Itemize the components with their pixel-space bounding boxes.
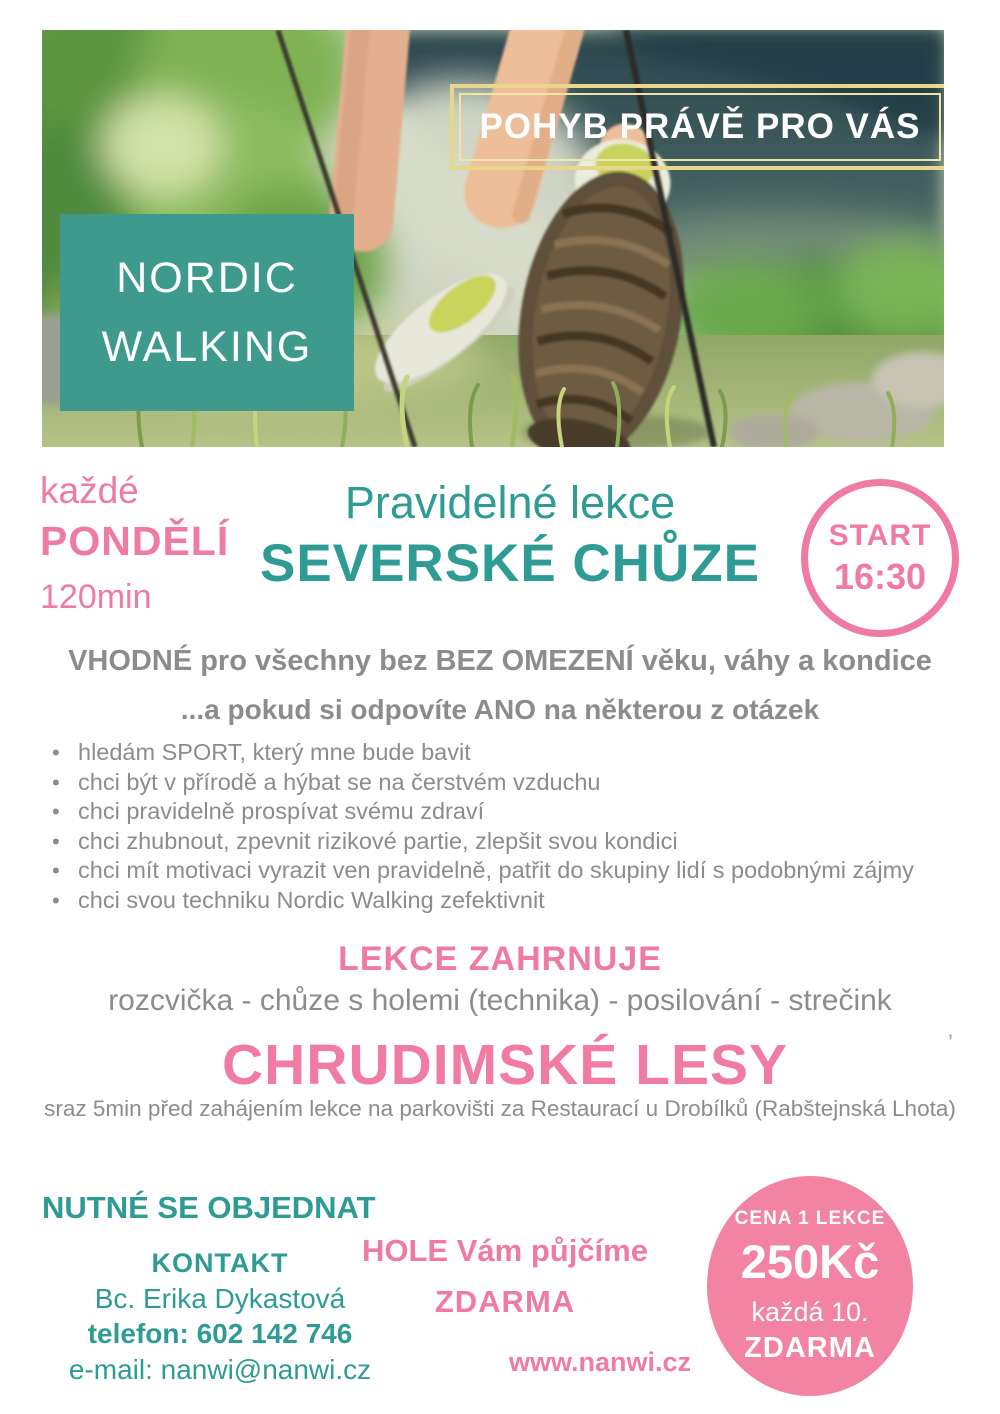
pole-rental-block: [320, 1235, 690, 1317]
rental-line1-strong: HOLE: [362, 1233, 449, 1268]
list-item: [52, 856, 982, 886]
list-item-text: chci pravidelně prospívat svému zdraví: [78, 798, 485, 824]
schedule-duration: 120min: [40, 578, 152, 616]
bullet-dot-icon: •: [52, 769, 60, 795]
hero-badge-text: POHYB PRÁVĚ PRO VÁS: [479, 107, 921, 146]
list-item: [52, 797, 982, 827]
list-item: [52, 886, 982, 916]
intro-line2: ...a pokud si odpovíte ANO na některou z otázek: [180, 694, 820, 725]
price-label: CENA 1 LEKCE: [734, 1208, 886, 1229]
list-item-text: hledám SPORT, který mne bude bavit: [78, 739, 471, 765]
rental-line1-rest: Vám půjčíme: [448, 1233, 648, 1268]
rental-line1: [320, 1235, 690, 1266]
hero-photo: [42, 30, 944, 447]
motivation-bullet-list: [52, 738, 982, 915]
contact-email: e-mail: nanwi@nanwi.cz: [68, 1354, 372, 1385]
price-badge: [707, 1176, 913, 1396]
hero-badge-frame: [450, 84, 944, 170]
bullet-dot-icon: •: [52, 799, 60, 824]
lesson-heading: LEKCE ZAHRNUJE: [338, 940, 662, 978]
location-name: CHRUDIMSKÉ LESY: [221, 1033, 789, 1097]
main-title-line1: Pravidelné lekce: [344, 477, 676, 528]
nordic-walking-box: [60, 214, 354, 411]
start-label: START: [828, 519, 932, 552]
main-title-line2: SEVERSKÉ CHŮZE: [260, 534, 760, 593]
schedule-block: [40, 472, 229, 614]
price-promo-line1: každá 10.: [751, 1297, 869, 1327]
bullet-dot-icon: •: [52, 887, 60, 913]
schedule-day: PONDĚLÍ: [40, 518, 230, 564]
bullet-dot-icon: •: [52, 740, 60, 765]
nordic-walking-line2: WALKING: [101, 322, 313, 371]
list-item-text: chci zhubnout, zpevnit rizikové partie, zlepšit svou kondici: [78, 827, 678, 854]
location-meeting-note: sraz 5min před zahájením lekce na parkovišti za Restaurací u Drobílků (Rabštejnská Lhota): [44, 1096, 956, 1121]
list-item-text: chci být v přírodě a hýbat se na čerstvém vzduchu: [78, 768, 601, 795]
list-item-text: chci mít motivaci vyrazit ven pravidelně, patřit do skupiny lidí s podobnými zájmy: [78, 857, 914, 883]
start-time: 16:30: [833, 556, 927, 597]
start-time-badge: [801, 479, 959, 637]
rental-line2: ZDARMA: [434, 1284, 576, 1319]
list-item: [52, 738, 982, 768]
nordic-walking-line1: NORDIC: [116, 253, 298, 302]
stray-quote-mark: ’: [948, 1030, 953, 1055]
list-item-text: chci svou techniku Nordic Walking zefektivnit: [78, 886, 545, 913]
price-promo-line2: ZDARMA: [744, 1332, 876, 1364]
schedule-every: každé: [40, 470, 139, 511]
list-item: [52, 768, 982, 798]
contact-phone: telefon: 602 142 746: [87, 1318, 353, 1349]
contact-name: Bc. Erika Dykastová: [94, 1283, 346, 1314]
price-value: 250Kč: [740, 1235, 880, 1288]
intro-line1: VHODNÉ pro všechny bez BEZ OMEZENÍ věku, váhy a kondice: [68, 645, 932, 677]
contact-heading: KONTAKT: [151, 1248, 289, 1278]
booking-note: NUTNÉ SE OBJEDNAT: [42, 1190, 376, 1225]
bullet-dot-icon: •: [52, 828, 60, 854]
bullet-dot-icon: •: [52, 858, 60, 883]
lesson-items: rozcvička - chůze s holemi (technika) - posilování - strečink: [108, 984, 892, 1017]
main-title: [225, 477, 795, 593]
list-item: [52, 827, 982, 857]
website-url: www.nanwi.cz: [508, 1347, 692, 1377]
